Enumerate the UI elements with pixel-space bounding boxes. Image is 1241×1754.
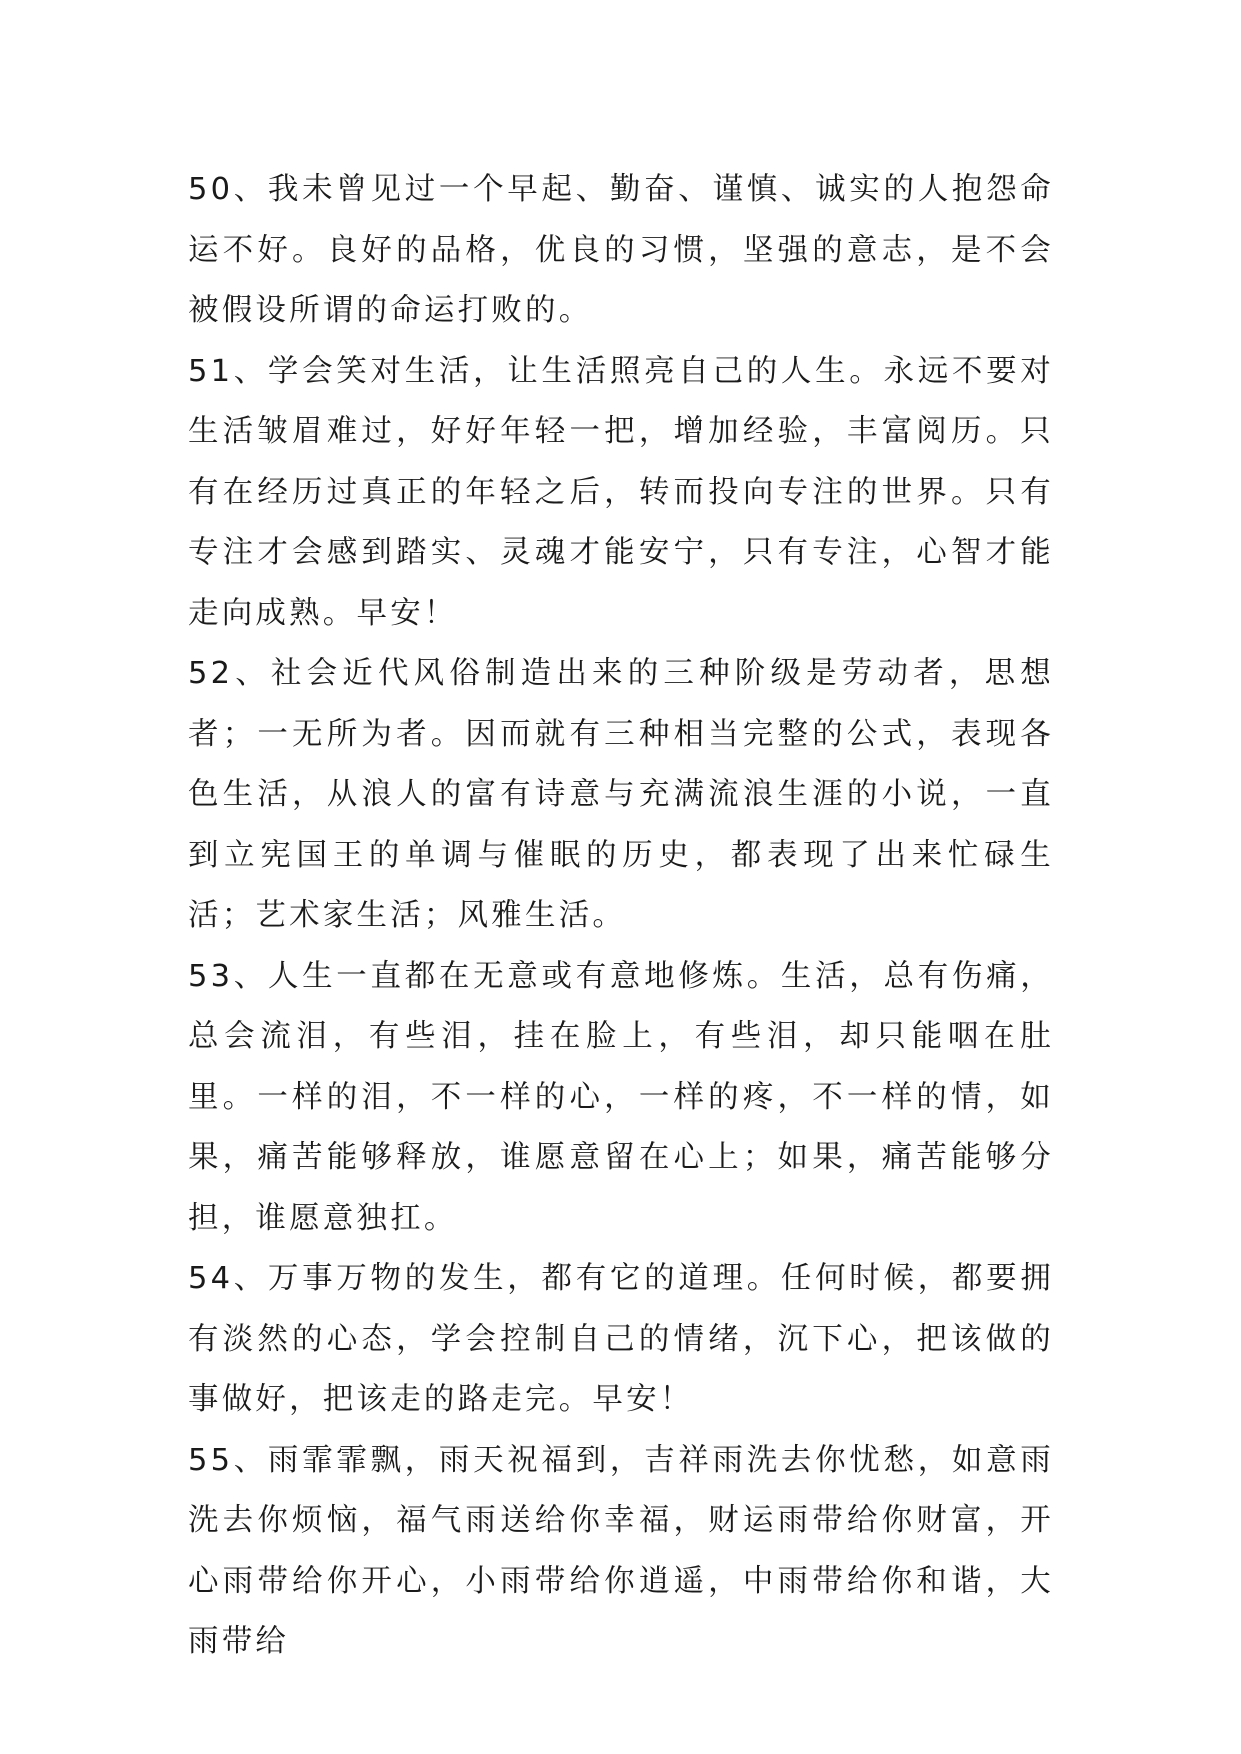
document-body	[188, 160, 1054, 1673]
paragraph-51: 51、学会笑对生活，让生活照亮自己的人生。永远不要对生活皱眉难过，好好年轻一把，增加经验，丰富阅历。只有在经历过真正的年轻之后，转而投向专注的世界。只有专注才会感到踏实、灵魂才能安宁，只有专注，心智才能走向成熟。早安！	[188, 353, 1054, 631]
paragraph-50: 50、我未曾见过一个早起、勤奋、谨慎、诚实的人抱怨命运不好。良好的品格，优良的习惯，坚强的意志，是不会被假设所谓的命运打败的。	[188, 172, 1054, 328]
paragraph-55: 55、雨霏霏飘，雨天祝福到，吉祥雨洗去你忧愁，如意雨洗去你烦恼，福气雨送给你幸福，财运雨带给你财富，开心雨带给你开心，小雨带给你逍遥，中雨带给你和谐，大雨带给	[188, 1442, 1054, 1659]
paragraph-52: 52、社会近代风俗制造出来的三种阶级是劳动者，思想者；一无所为者。因而就有三种相当完整的公式，表现各色生活，从浪人的富有诗意与充满流浪生涯的小说，一直到立宪国王的单调与催眠的历史，都表现了出来忙碌生活；艺术家生活；风雅生活。	[188, 656, 1054, 933]
paragraph-54: 54、万事万物的发生，都有它的道理。任何时候，都要拥有淡然的心态，学会控制自己的情绪，沉下心，把该做的事做好，把该走的路走完。早安！	[188, 1261, 1054, 1417]
paragraph-53: 53、人生一直都在无意或有意地修炼。生活，总有伤痛，总会流泪，有些泪，挂在脸上，有些泪，却只能咽在肚里。一样的泪，不一样的心，一样的疼，不一样的情，如果，痛苦能够释放，谁愿意留在心上；如果，痛苦能够分担，谁愿意独扛。	[188, 958, 1054, 1236]
